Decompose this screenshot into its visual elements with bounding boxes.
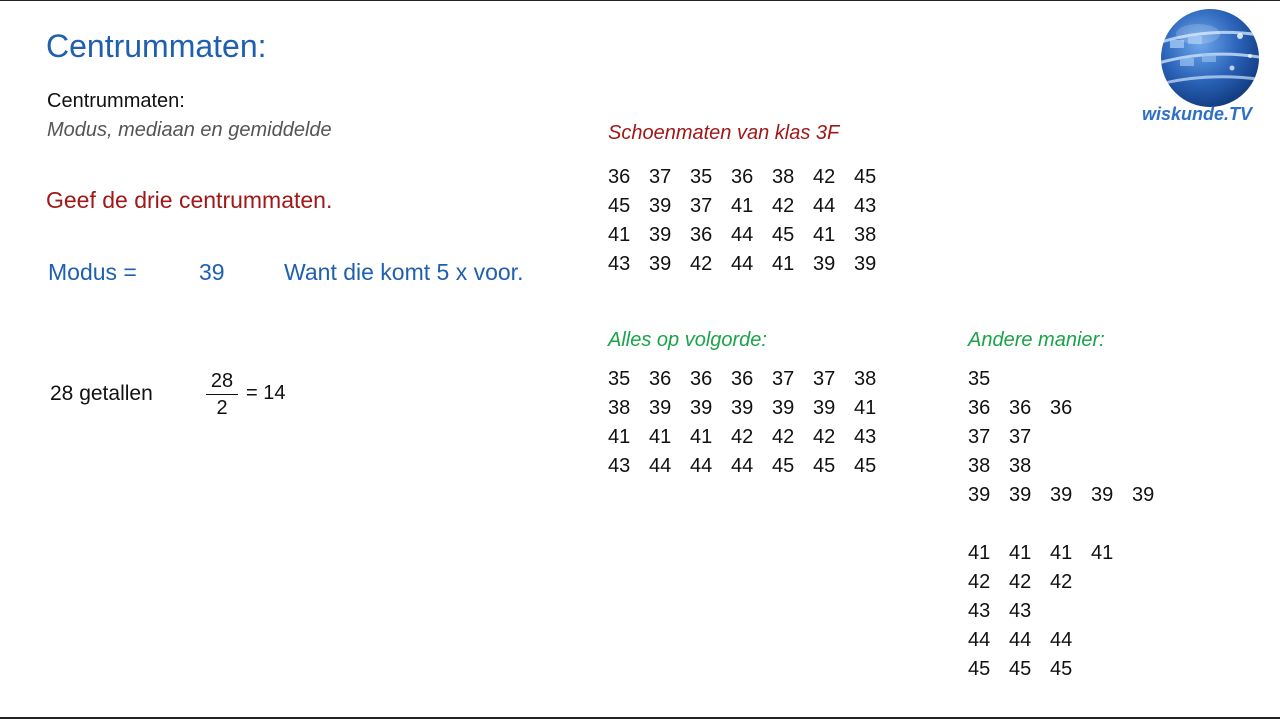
raw-value: 38	[854, 224, 877, 246]
subtitle: Centrummaten:	[47, 90, 185, 112]
raw-value: 36	[731, 166, 754, 188]
sorted-value: 39	[649, 397, 672, 419]
grouped-row	[968, 655, 1173, 684]
raw-value: 39	[649, 195, 672, 217]
raw-value: 36	[608, 166, 631, 188]
sorted-value: 36	[690, 368, 713, 390]
grouped-row	[968, 510, 1173, 539]
grouped-value: 42	[968, 571, 991, 593]
raw-value: 37	[649, 166, 672, 188]
raw-value: 44	[813, 195, 836, 217]
sorted-row	[608, 365, 895, 394]
grouped-value: 38	[968, 455, 991, 477]
grouped-value: 41	[1091, 542, 1114, 564]
grouped-row	[968, 423, 1173, 452]
raw-value: 41	[813, 224, 836, 246]
bottom-border	[0, 717, 1280, 719]
raw-value: 37	[690, 195, 713, 217]
sorted-value: 43	[854, 426, 877, 448]
grouped-row	[968, 452, 1173, 481]
raw-row	[608, 221, 895, 250]
sorted-value: 43	[608, 455, 631, 477]
median-count-text: 28 getallen	[50, 382, 153, 405]
raw-value: 36	[690, 224, 713, 246]
top-border	[0, 0, 1280, 1]
raw-value: 41	[608, 224, 631, 246]
grouped-value: 39	[1091, 484, 1114, 506]
sorted-row	[608, 423, 895, 452]
subtitle-description: Modus, mediaan en gemiddelde	[47, 119, 332, 141]
raw-value: 43	[608, 253, 631, 275]
sorted-value: 42	[772, 426, 795, 448]
raw-data-grid	[608, 163, 895, 279]
raw-value: 42	[813, 166, 836, 188]
raw-value: 45	[608, 195, 631, 217]
grouped-value: 45	[1009, 658, 1032, 680]
raw-value: 39	[813, 253, 836, 275]
grouped-row	[968, 568, 1173, 597]
raw-heading: Schoenmaten van klas 3F	[608, 122, 840, 144]
raw-value: 42	[772, 195, 795, 217]
raw-value: 42	[690, 253, 713, 275]
grouped-value: 42	[1009, 571, 1032, 593]
sorted-value: 41	[608, 426, 631, 448]
raw-value: 35	[690, 166, 713, 188]
raw-row	[608, 250, 895, 279]
sorted-value: 38	[608, 397, 631, 419]
sorted-value: 45	[772, 455, 795, 477]
raw-row	[608, 192, 895, 221]
raw-value: 38	[772, 166, 795, 188]
grouped-row	[968, 365, 1173, 394]
grouped-value: 42	[1050, 571, 1073, 593]
grouped-value: 38	[1009, 455, 1032, 477]
grouped-value: 36	[1009, 397, 1032, 419]
sorted-row	[608, 452, 895, 481]
sorted-value: 44	[690, 455, 713, 477]
grouped-data-grid	[968, 365, 1173, 684]
raw-value: 45	[772, 224, 795, 246]
grouped-value: 41	[1050, 542, 1073, 564]
sorted-value: 45	[854, 455, 877, 477]
grouped-value: 44	[1009, 629, 1032, 651]
grouped-value: 37	[1009, 426, 1032, 448]
slide-title: Centrummaten:	[46, 28, 267, 64]
sorted-value: 41	[854, 397, 877, 419]
raw-row	[608, 163, 895, 192]
raw-value: 39	[649, 224, 672, 246]
sorted-value: 42	[813, 426, 836, 448]
mode-explanation: Want die komt 5 x voor.	[284, 259, 524, 285]
sorted-data-grid	[608, 365, 895, 481]
grouped-value: 39	[1132, 484, 1155, 506]
sorted-value: 44	[731, 455, 754, 477]
sorted-value: 39	[731, 397, 754, 419]
sorted-value: 36	[731, 368, 754, 390]
grouped-row	[968, 597, 1173, 626]
grouped-value: 41	[968, 542, 991, 564]
grouped-value: 36	[968, 397, 991, 419]
sorted-value: 41	[649, 426, 672, 448]
raw-value: 41	[772, 253, 795, 275]
raw-value: 39	[854, 253, 877, 275]
sorted-value: 39	[813, 397, 836, 419]
raw-value: 44	[731, 224, 754, 246]
grouped-value: 43	[968, 600, 991, 622]
median-fraction	[206, 369, 238, 420]
sorted-value: 37	[772, 368, 795, 390]
sorted-value: 45	[813, 455, 836, 477]
wiskunde-logo-text: wiskunde.TV	[1142, 104, 1253, 124]
grouped-row	[968, 394, 1173, 423]
sorted-row	[608, 394, 895, 423]
fraction-bar	[206, 394, 238, 395]
grouped-value: 45	[1050, 658, 1073, 680]
sorted-value: 37	[813, 368, 836, 390]
sorted-heading: Alles op volgorde:	[608, 329, 767, 351]
question-text: Geef de drie centrummaten.	[46, 187, 333, 213]
grouped-row	[968, 481, 1173, 510]
grouped-value: 39	[1009, 484, 1032, 506]
sorted-value: 41	[690, 426, 713, 448]
raw-value: 41	[731, 195, 754, 217]
grouped-value: 39	[1050, 484, 1073, 506]
grouped-value: 43	[1009, 600, 1032, 622]
raw-value: 39	[649, 253, 672, 275]
grouped-value: 41	[1009, 542, 1032, 564]
raw-value: 45	[854, 166, 877, 188]
grouped-value: 36	[1050, 397, 1073, 419]
raw-value: 44	[731, 253, 754, 275]
raw-value: 43	[854, 195, 877, 217]
sorted-value: 38	[854, 368, 877, 390]
grouped-value: 44	[968, 629, 991, 651]
sorted-value: 42	[731, 426, 754, 448]
sorted-value: 39	[690, 397, 713, 419]
grouped-value: 37	[968, 426, 991, 448]
sorted-value: 36	[649, 368, 672, 390]
sorted-value: 35	[608, 368, 631, 390]
sorted-value: 39	[772, 397, 795, 419]
grouped-value: 44	[1050, 629, 1073, 651]
mode-value: 39	[199, 259, 225, 285]
grouped-value: 39	[968, 484, 991, 506]
fraction-numerator: 28	[210, 370, 234, 392]
mode-label: Modus =	[48, 259, 137, 285]
grouped-row	[968, 626, 1173, 655]
grouped-heading: Andere manier:	[968, 329, 1105, 351]
grouped-value: 35	[968, 368, 991, 390]
grouped-row	[968, 539, 1173, 568]
fraction-result: = 14	[246, 382, 286, 404]
fraction-denominator: 2	[216, 397, 228, 419]
sorted-value: 44	[649, 455, 672, 477]
grouped-value: 45	[968, 658, 991, 680]
